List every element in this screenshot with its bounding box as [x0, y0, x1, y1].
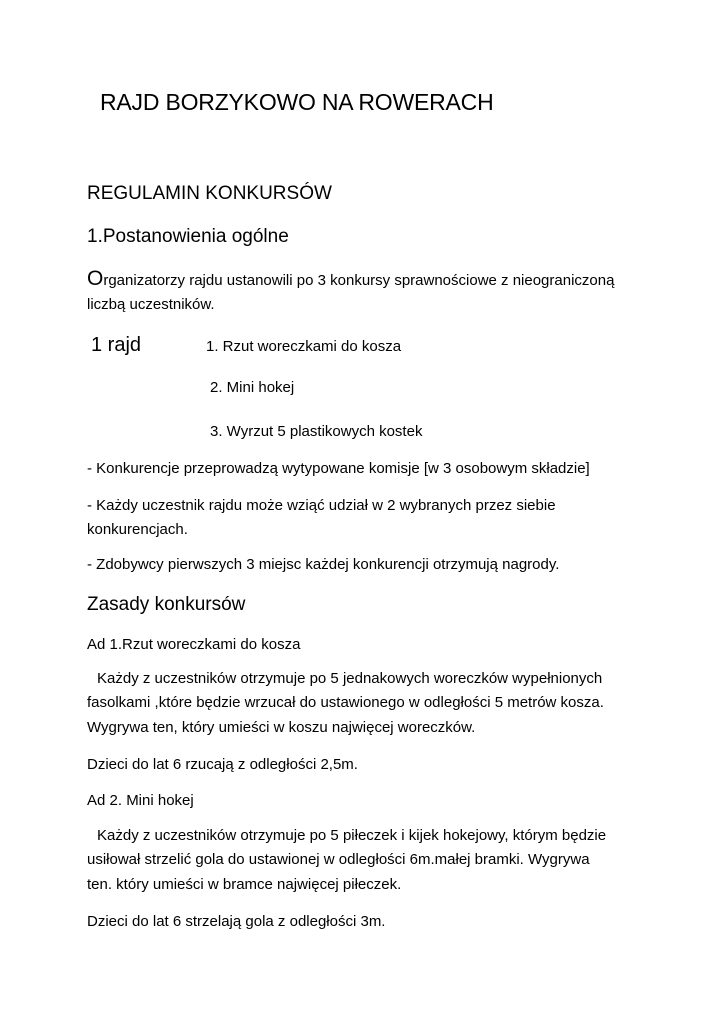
ad2-line-2: usiłował strzelić gola do ustawionej w odległości 6m.małej bramki. Wygrywa: [87, 851, 590, 868]
ad1-line-2: fasolkami ,które będzie wrzucał do ustawionego w odległości 5 metrów kosza.: [87, 694, 604, 711]
ad1-line-1: Każdy z uczestników otrzymuje po 5 jednakowych woreczków wypełnionych: [97, 670, 603, 687]
rule-commissions: - Konkurencje przeprowadzą wytypowane komisje [w 3 osobowym składzie]: [87, 460, 590, 477]
ad1-heading: Ad 1.Rzut woreczkami do kosza: [87, 636, 301, 653]
regulations-heading: REGULAMIN KONKURSÓW: [87, 183, 332, 204]
intro-line-1: [87, 268, 614, 289]
contest-item-1: 1. Rzut woreczkami do kosza: [206, 338, 402, 355]
rule-participation-line-2: konkurencjach.: [87, 521, 188, 538]
ad2-line-1: Każdy z uczestników otrzymuje po 5 piłeczek i kijek hokejowy, którym będzie: [97, 827, 607, 844]
ad2-heading: Ad 2. Mini hokej: [87, 792, 194, 809]
ad2-kids-rule: Dzieci do lat 6 strzelają gola z odległości 3m.: [87, 913, 386, 930]
rajd-label: 1 rajd: [91, 334, 142, 356]
rule-participation-line-1: - Każdy uczestnik rajdu może wziąć udział w 2 wybranych przez siebie: [87, 497, 556, 514]
intro-initial-letter: O: [87, 267, 104, 290]
general-provisions-heading: 1.Postanowienia ogólne: [87, 226, 289, 247]
intro-line-2: liczbą uczestników.: [87, 296, 215, 313]
ad1-kids-rule: Dzieci do lat 6 rzucają z odległości 2,5m.: [87, 756, 358, 773]
ad2-line-3: ten. który umieści w bramce najwięcej piłeczek.: [87, 876, 402, 893]
contest-item-2: 2. Mini hokej: [210, 379, 295, 396]
intro-line-1-text: rganizatorzy rajdu ustanowili po 3 konkursy sprawnościowe z nieograniczoną: [103, 272, 615, 289]
rule-prizes: - Zdobywcy pierwszych 3 miejsc każdej konkurencji otrzymują nagrody.: [87, 556, 560, 573]
contest-item-3: 3. Wyrzut 5 plastikowych kostek: [210, 423, 423, 440]
ad1-line-3: Wygrywa ten, który umieści w koszu najwięcej woreczków.: [87, 719, 476, 736]
principles-heading: Zasady konkursów: [87, 594, 246, 615]
document-title: RAJD BORZYKOWO NA ROWERACH: [100, 89, 494, 115]
